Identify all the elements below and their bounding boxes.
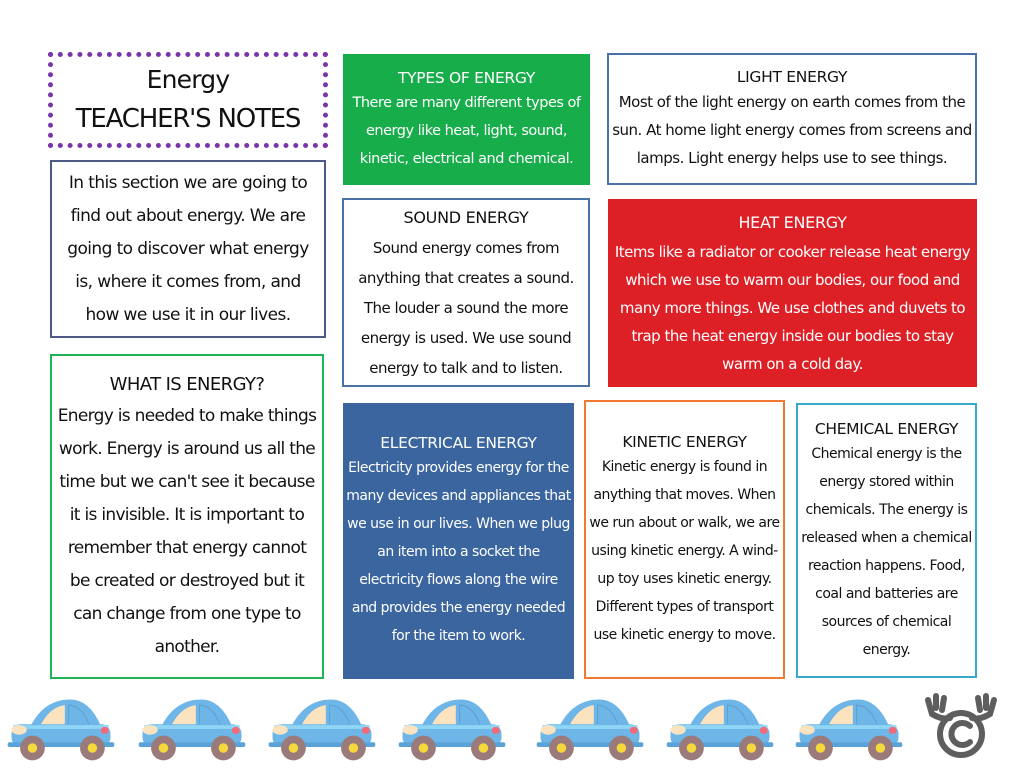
car-icon [2, 692, 120, 764]
card-body: Chemical energy is the energy stored within chemicals. The energy is released when a chemical reaction happens. Food, coal and batteries are sources of chemical energy. [801, 445, 972, 658]
car-border-decoration [0, 686, 1024, 768]
card-body: There are many different types of energy like heat, light, sound, kinetic, electrical and chemical. [352, 94, 581, 167]
card-body: Most of the light energy on earth comes from the sun. At home light energy comes from screens and lamps. Light energy helps use to see things. [612, 93, 972, 167]
card-body: Electricity provides energy for the many devices and appliances that we use in our lives. When we plug an item into a socket the electricity flows along the wire and provides the energy needed for the item to work. [346, 460, 571, 644]
title-box [48, 52, 328, 148]
car-icon [531, 692, 649, 764]
card-title: ELECTRICAL ENERGY [380, 434, 537, 452]
moose-copyright-icon [922, 692, 1000, 760]
card-body: Kinetic energy is found in anything that moves. When we run about or walk, we are using kinetic energy. A wind-up toy uses kinetic energy. Different types of transport use kinetic energy to move. [589, 458, 780, 643]
card-body: Energy is needed to make things work. Energy is around us all the time but we can't see it because it is invisible. It is important to remember that energy cannot be created or destroyed but it can change from one type to another. [57, 405, 317, 657]
intro-text: In this section we are going to find out about energy. We are going to discover what energy is, where it comes from, and how we use it in our lives. [67, 172, 309, 325]
chemical-energy-card [796, 403, 977, 678]
heat-energy-card [608, 199, 977, 387]
electrical-energy-card [343, 403, 574, 679]
car-icon [263, 692, 381, 764]
car-icon [661, 692, 779, 764]
document-subtitle: TEACHER'S NOTES [75, 104, 301, 134]
car-icon [133, 692, 251, 764]
document-title: Energy [146, 65, 230, 94]
what-is-energy-card [50, 354, 324, 679]
card-title: CHEMICAL ENERGY [814, 419, 959, 438]
card-body: Sound energy comes from anything that creates a sound. The louder a sound the more energy is used. We use sound energy to talk and to listen. [358, 238, 574, 377]
light-energy-card [607, 53, 977, 185]
intro-card [50, 160, 326, 338]
card-title: LIGHT ENERGY [736, 68, 848, 86]
card-title: SOUND ENERGY [403, 207, 529, 227]
kinetic-energy-card [584, 400, 785, 679]
card-title: WHAT IS ENERGY? [109, 373, 265, 395]
card-title: TYPES OF ENERGY [397, 68, 536, 87]
car-icon [393, 692, 511, 764]
card-title: KINETIC ENERGY [622, 432, 747, 451]
sound-energy-card [342, 198, 590, 387]
card-title: HEAT ENERGY [738, 213, 847, 232]
types-of-energy-card [343, 54, 590, 185]
card-body: Items like a radiator or cooker release heat energy which we use to warm our bodies, our food and many more things. We use clothes and duvets to trap the heat energy inside our bodies to stay warm on a cold day. [614, 243, 971, 373]
car-icon [790, 692, 908, 764]
